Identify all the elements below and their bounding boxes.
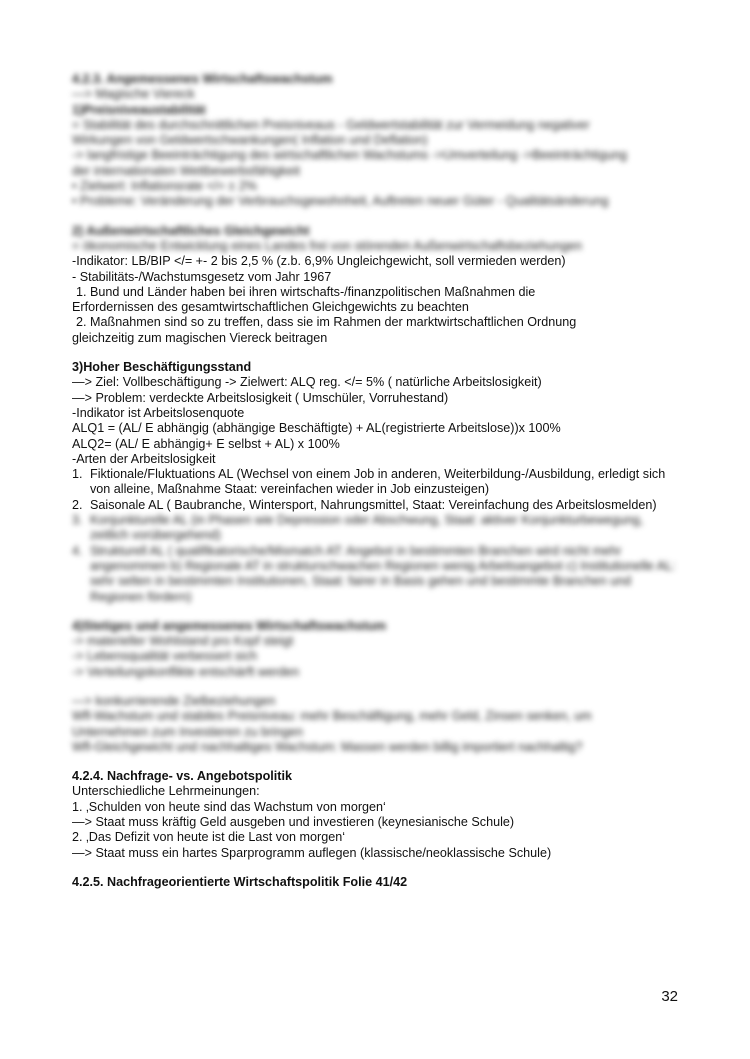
item-number: 4. [72, 543, 83, 558]
text-line: 2. Maßnahmen sind so zu treffen, dass sie im Rahmen der marktwirtschaftlichen Ordnung [76, 315, 577, 330]
item-text: Saisonale AL ( Baubranche, Wintersport, Nahrungsmittel, Staat: Vereinfachung des Arbeitslosmelden) [90, 497, 657, 512]
formula-line: ALQ1 = (AL/ E abhängig (abhängige Beschäftigte) + AL(registrierte Arbeitslose))x 100% [72, 421, 561, 436]
section-heading: 3)Hoher Beschäftigungsstand [72, 360, 252, 375]
blurred-line: —> konkurrierende Zielbeziehungen [72, 693, 276, 708]
blurred-heading-price-stability: 1)Preisniveaustabilität [72, 102, 206, 117]
numbered-item-blurred [72, 544, 682, 605]
blurred-line: -> materieller Wohlstand pro Kopf steigt [72, 634, 294, 649]
item-number: 3. [72, 513, 83, 528]
numbered-item-blurred [72, 513, 682, 544]
text-line: —> Staat muss ein hartes Sparprogramm auflegen (klassische/neoklassische Schule) [72, 845, 552, 860]
text-line: gleichzeitig zum magischen Viereck beitragen [72, 330, 328, 345]
blurred-line: -> langfristige Beeinträchtigung des wirtschaftlichen Wachstums ->Umverteilung ->Beeinträchtigung [72, 148, 627, 163]
blurred-heading-423: 4.2.3. Angemessenes Wirtschaftswachstum [72, 72, 333, 86]
item-text: Strukturell AL ( qualifikatorische/Mismatch AT: Angebot in bestimmten Branchen wird nicht mehr angenommen b) Regionale AT in strukturschwachen Regionen wenig Arbeitsangebot c) Institutionelle AL: sehr selten in bestimmten Institutionen, Staat: fairer in Basis gehen und bestimmte Branchen und Regionen fördern) [90, 543, 676, 604]
blurred-heading-external-balance: 2) Außenwirtschaftliches Gleichgewicht [72, 223, 310, 238]
section-2-visible [72, 254, 682, 346]
section-heading: 4.2.5. Nachfrageorientierte Wirtschaftspolitik Folie 41/42 [72, 874, 408, 889]
section-3 [72, 360, 682, 605]
blurred-line: = Stabilität des durchschnittlichen Preisniveaus - Geldwertstabilität zur Vermeidung negativer [72, 117, 590, 132]
text-line: —> Problem: verdeckte Arbeitslosigkeit ( Umschüler, Vorruhestand) [72, 390, 449, 405]
blurred-line: Wirkungen von Geldwertschwankungen( Inflation und Deflation) [72, 133, 428, 148]
text-line: —> Ziel: Vollbeschäftigung -> Zielwert: ALQ reg. </= 5% ( natürliche Arbeitslosigkeit) [72, 375, 542, 390]
numbered-item [72, 467, 682, 498]
formula-line: ALQ2= (AL/ E abhängig+ E selbst + AL) x 100% [72, 436, 340, 451]
item-number: 2. [72, 497, 83, 512]
text-line: -Indikator ist Arbeitslosenquote [72, 405, 245, 420]
item-number: 1. [72, 467, 83, 482]
text-line: - Stabilitäts-/Wachstumsgesetz vom Jahr 1967 [72, 269, 332, 284]
page-number: 32 [661, 988, 678, 1005]
text-line: 2. ‚Das Defizit von heute ist die Last von morgen‘ [72, 830, 346, 845]
section-424 [72, 769, 682, 861]
text-line: —> Staat muss kräftig Geld ausgeben und investieren (keynesianische Schule) [72, 815, 515, 830]
section-heading: 4.2.4. Nachfrage- vs. Angebotspolitik [72, 769, 292, 784]
blurred-bullet: • Zielwert: Inflationsrate </= ± 2% [72, 179, 257, 194]
text-line: 1. Bund und Länder haben bei ihren wirtschafts-/finanzpolitischen Maßnahmen die [76, 284, 536, 299]
blurred-line: —> Magische Viereck [72, 87, 195, 102]
blurred-line: Unternehmen zum Investieren zu bringen [72, 724, 304, 739]
blurred-line: -> Verteilungskonflikte entschärft werden [72, 664, 300, 679]
blurred-bullet: • Probleme: Veränderung der Verbrauchsgewohnheit, Auftreten neuer Güter - Qualitätsänderung [72, 194, 609, 209]
text-line: 1. ‚Schulden von heute sind das Wachstum von morgen‘ [72, 799, 386, 814]
blurred-middle-block [72, 619, 682, 755]
blurred-line: -> Lebensqualität verbessert sich [72, 649, 258, 664]
text-line: -Indikator: LB/BIP </= +- 2 bis 2,5 % (z.b. 6,9% Ungleichgewicht, soll vermieden werden) [72, 254, 566, 269]
item-text: Fiktionale/Fluktuations AL (Wechsel von einem Job in anderen, Weiterbildung-/Ausbildung, erledigt sich von alleine, Maßnahme Staat: vereinfachen wieder in Job einzusteigen) [90, 467, 666, 497]
blurred-line: Wfl-Gleichgewicht und nachhaltiges Wachstum: Massen werden billig importiert nachhaltig? [72, 739, 583, 754]
text-line: Unterschiedliche Lehrmeinungen: [72, 784, 260, 799]
blurred-line: = ökonomische Entwicklung eines Landes frei von störenden Außenwirtschaftsbeziehungen [72, 238, 583, 253]
numbered-item [72, 498, 682, 513]
blurred-top-block [72, 72, 682, 254]
item-text: Konjunkturelle AL (in Phasen wie Depression oder Abschwung, Staat: aktiver Konjunkturbewegung, zeitlich vorübergehend) [90, 513, 644, 543]
blurred-line: der internationalen Wettbewerbsfähigkeit [72, 163, 300, 178]
text-line: -Arten der Arbeitslosigkeit [72, 451, 216, 466]
document-page [72, 72, 682, 890]
text-line: Erfordernissen des gesamtwirtschaftlichen Gleichgewichts zu beachten [72, 300, 469, 315]
section-425 [72, 875, 682, 890]
blurred-heading-growth: 4)Stetiges und angemessenes Wirtschaftswachstum [72, 618, 387, 633]
blurred-line: Wfl-Wachstum und stabiles Preisniveau: mehr Beschäftigung, mehr Geld, Zinsen senken, um [72, 709, 592, 724]
